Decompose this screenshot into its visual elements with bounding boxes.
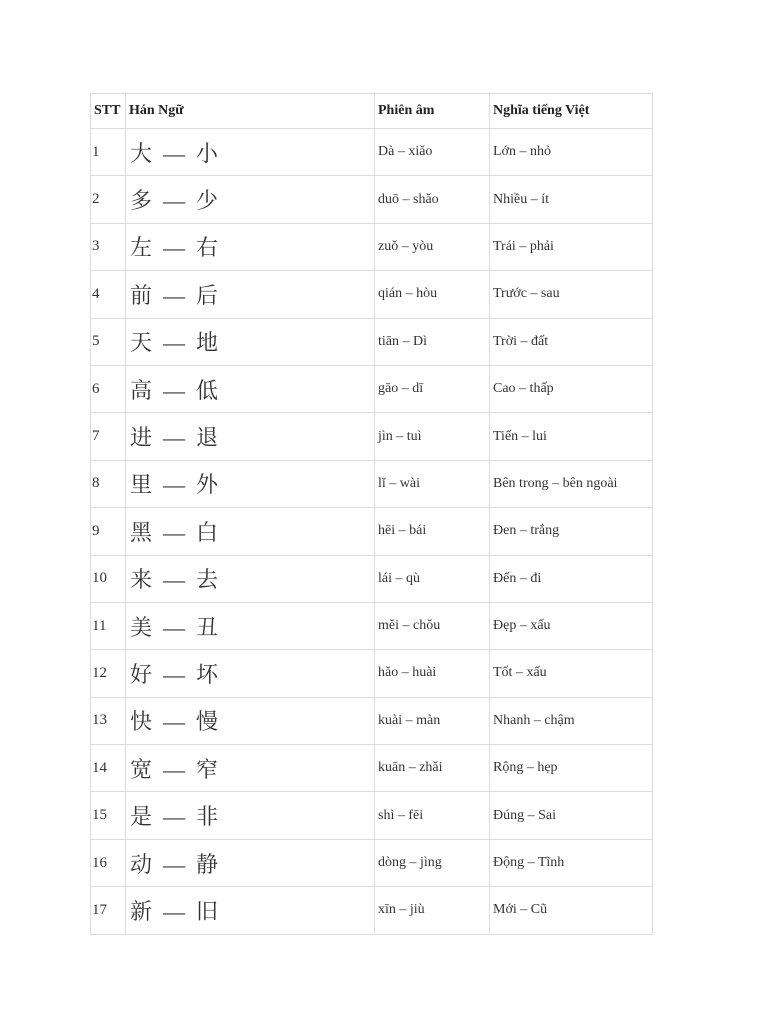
pinyin-cell: měi – chǒu [375,602,490,649]
hanzi-word: 动 [130,851,153,877]
dash-separator: — [163,567,186,593]
meaning-cell: Trời – đất [490,318,653,365]
row-number: 8 [91,460,126,507]
meaning-cell: Đến – đi [490,555,653,602]
table-row [91,555,653,602]
row-number: 2 [91,176,126,223]
hanzi-antonym: 外 [196,472,219,498]
dash-separator: — [163,661,186,687]
hanzi-word: 是 [130,804,153,830]
hanzi-antonym: 低 [196,377,219,403]
han-ngu-cell [126,745,375,792]
hanzi-antonym: 慢 [196,709,219,735]
han-ngu-cell [126,555,375,602]
hanzi-antonym: 静 [196,851,219,877]
meaning-cell: Đẹp – xấu [490,602,653,649]
row-number: 9 [91,508,126,555]
dash-separator: — [163,709,186,735]
table-row [91,602,653,649]
dash-separator: — [163,898,186,924]
pinyin-cell: dòng – jìng [375,839,490,886]
dash-separator: — [163,235,186,261]
hanzi-antonym: 白 [196,519,219,545]
han-ngu-cell [126,887,375,934]
han-ngu-cell [126,602,375,649]
row-number: 7 [91,413,126,460]
meaning-cell: Nhiều – ít [490,176,653,223]
table-row [91,839,653,886]
hanzi-antonym: 非 [196,804,219,830]
dash-separator: — [163,425,186,451]
hanzi-word: 好 [130,661,153,687]
table-row [91,365,653,412]
han-ngu-cell [126,697,375,744]
han-ngu-cell [126,365,375,412]
hanzi-word: 快 [130,709,153,735]
han-ngu-cell [126,318,375,365]
hanzi-word: 多 [130,188,153,214]
row-number: 4 [91,271,126,318]
meaning-cell: Rộng – hẹp [490,745,653,792]
header-stt: STT [91,94,126,129]
dash-separator: — [163,188,186,214]
hanzi-word: 大 [130,140,153,166]
antonym-table [90,93,653,935]
dash-separator: — [163,330,186,356]
hanzi-antonym: 窄 [196,756,219,782]
hanzi-antonym: 旧 [196,898,219,924]
hanzi-word: 左 [130,235,153,261]
pinyin-cell: hēi – bái [375,508,490,555]
meaning-cell: Tiến – lui [490,413,653,460]
row-number: 11 [91,602,126,649]
pinyin-cell: hǎo – huài [375,650,490,697]
hanzi-word: 前 [130,282,153,308]
meaning-cell: Tốt – xấu [490,650,653,697]
pinyin-cell: gāo – dī [375,365,490,412]
header-han-ngu: Hán Ngữ [126,94,375,129]
row-number: 5 [91,318,126,365]
han-ngu-cell [126,223,375,270]
pinyin-cell: zuǒ – yòu [375,223,490,270]
row-number: 16 [91,839,126,886]
dash-separator: — [163,282,186,308]
row-number: 6 [91,365,126,412]
hanzi-word: 天 [130,330,153,356]
hanzi-word: 新 [130,898,153,924]
table-row [91,460,653,507]
hanzi-antonym: 退 [196,425,219,451]
hanzi-word: 里 [130,472,153,498]
table-row [91,650,653,697]
header-nghia-tieng-viet: Nghĩa tiếng Việt [490,94,653,129]
pinyin-cell: lǐ – wài [375,460,490,507]
han-ngu-cell [126,176,375,223]
han-ngu-cell [126,460,375,507]
hanzi-word: 高 [130,377,153,403]
meaning-cell: Đen – trắng [490,508,653,555]
table-row [91,271,653,318]
dash-separator: — [163,377,186,403]
table-row [91,792,653,839]
pinyin-cell: jìn – tuì [375,413,490,460]
pinyin-cell: lái – qù [375,555,490,602]
table-row [91,745,653,792]
table-row [91,697,653,744]
pinyin-cell: qián – hòu [375,271,490,318]
han-ngu-cell [126,129,375,176]
meaning-cell: Trái – phải [490,223,653,270]
hanzi-word: 黑 [130,519,153,545]
row-number: 12 [91,650,126,697]
dash-separator: — [163,614,186,640]
dash-separator: — [163,472,186,498]
meaning-cell: Trước – sau [490,271,653,318]
hanzi-antonym: 右 [196,235,219,261]
row-number: 3 [91,223,126,270]
hanzi-antonym: 后 [196,282,219,308]
meaning-cell: Động – Tĩnh [490,839,653,886]
header-phien-am: Phiên âm [375,94,490,129]
dash-separator: — [163,519,186,545]
han-ngu-cell [126,650,375,697]
meaning-cell: Bên trong – bên ngoài [490,460,653,507]
hanzi-word: 进 [130,425,153,451]
pinyin-cell: Dà – xiǎo [375,129,490,176]
pinyin-cell: duō – shǎo [375,176,490,223]
table-row [91,223,653,270]
table-row [91,887,653,934]
han-ngu-cell [126,508,375,555]
hanzi-antonym: 地 [196,330,219,356]
dash-separator: — [163,756,186,782]
hanzi-antonym: 丑 [196,614,219,640]
row-number: 14 [91,745,126,792]
table-row [91,508,653,555]
hanzi-antonym: 坏 [196,661,219,687]
pinyin-cell: tiān – Dì [375,318,490,365]
han-ngu-cell [126,271,375,318]
dash-separator: — [163,140,186,166]
dash-separator: — [163,804,186,830]
hanzi-antonym: 小 [196,140,219,166]
table-header-row [91,94,653,129]
table-row [91,176,653,223]
meaning-cell: Lớn – nhỏ [490,129,653,176]
table-body [91,129,653,935]
hanzi-antonym: 去 [196,567,219,593]
row-number: 15 [91,792,126,839]
hanzi-word: 来 [130,567,153,593]
meaning-cell: Nhanh – chậm [490,697,653,744]
hanzi-antonym: 少 [196,188,219,214]
table-row [91,413,653,460]
pinyin-cell: kuān – zhǎi [375,745,490,792]
hanzi-word: 美 [130,614,153,640]
row-number: 10 [91,555,126,602]
han-ngu-cell [126,792,375,839]
pinyin-cell: kuài – màn [375,697,490,744]
row-number: 17 [91,887,126,934]
hanzi-word: 宽 [130,756,153,782]
meaning-cell: Mới – Cũ [490,887,653,934]
dash-separator: — [163,851,186,877]
table-row [91,129,653,176]
han-ngu-cell [126,839,375,886]
table-row [91,318,653,365]
row-number: 13 [91,697,126,744]
han-ngu-cell [126,413,375,460]
row-number: 1 [91,129,126,176]
pinyin-cell: shì – fēi [375,792,490,839]
meaning-cell: Cao – thấp [490,365,653,412]
pinyin-cell: xīn – jiù [375,887,490,934]
meaning-cell: Đúng – Sai [490,792,653,839]
